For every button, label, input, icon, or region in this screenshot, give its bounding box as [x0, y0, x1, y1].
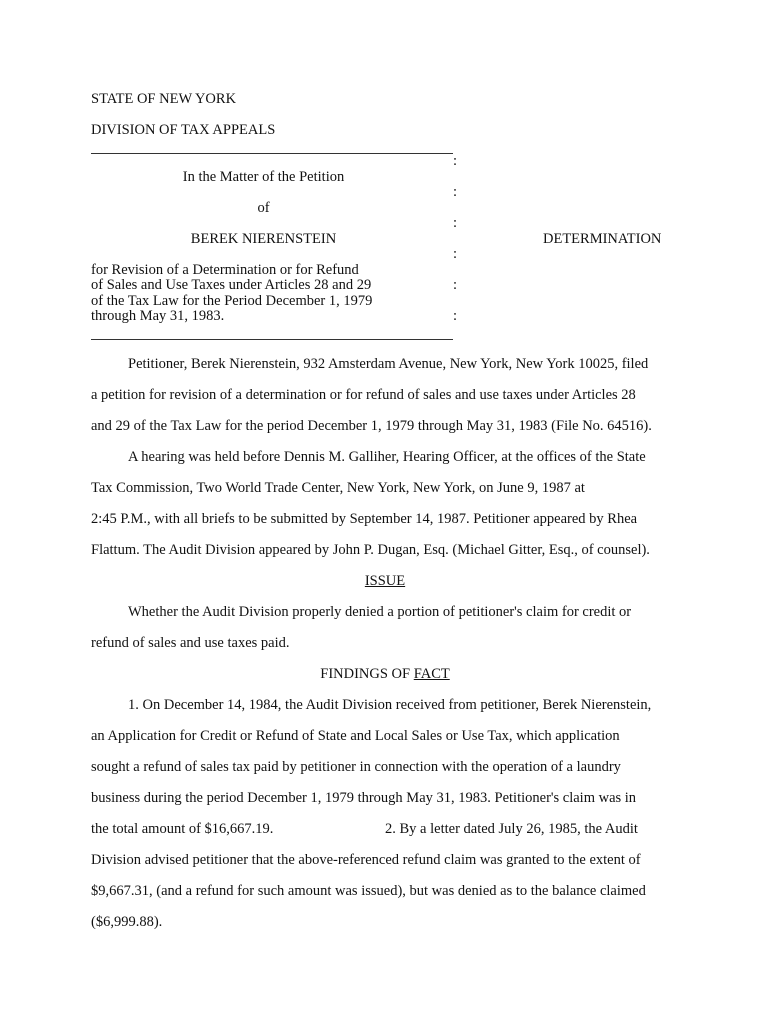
purpose-line: through May 31, 1983.: [91, 308, 225, 324]
purpose-line: of the Tax Law for the Period December 1, 1979: [91, 293, 373, 309]
division-heading: DIVISION OF TAX APPEALS: [91, 122, 276, 138]
petitioner-name: BEREK NIERENSTEIN: [190, 231, 337, 247]
intro-line: Petitioner, Berek Nierenstein, 932 Amsterdam Avenue, New York, New York 10025, filed: [128, 356, 649, 372]
caption-bottom-rule: [91, 339, 453, 340]
purpose-line: for Revision of a Determination or for Refund: [91, 262, 359, 278]
state-heading: STATE OF NEW YORK: [91, 91, 237, 107]
finding-line: an Application for Credit or Refund of State and Local Sales or Use Tax, which application: [91, 728, 620, 744]
hearing-line: A hearing was held before Dennis M. Galliher, Hearing Officer, at the offices of the State: [128, 449, 646, 465]
finding-split-right: 2. By a letter dated July 26, 1985, the Audit: [385, 821, 638, 837]
caption-colon: :: [453, 184, 458, 200]
finding-line: $9,667.31, (and a refund for such amount was issued), but was denied as to the balance claimed: [91, 883, 646, 899]
issue-heading: ISSUE: [364, 573, 406, 589]
finding-line: Division advised petitioner that the above-referenced refund claim was granted to the extent of: [91, 852, 641, 868]
caption-colon: :: [453, 246, 458, 262]
caption-colon: :: [453, 277, 458, 293]
hearing-line: Flattum. The Audit Division appeared by John P. Dugan, Esq. (Michael Gitter, Esq., of counsel).: [91, 542, 650, 558]
caption-top-rule: [91, 153, 453, 154]
caption-colon: :: [453, 308, 458, 324]
finding-line: sought a refund of sales tax paid by petitioner in connection with the operation of a laundry: [91, 759, 621, 775]
finding-line: 1. On December 14, 1984, the Audit Division received from petitioner, Berek Nierenstein,: [128, 697, 652, 713]
finding-split-left: the total amount of $16,667.19.: [91, 821, 274, 837]
finding-line: business during the period December 1, 1979 through May 31, 1983. Petitioner's claim was in: [91, 790, 637, 806]
issue-line: Whether the Audit Division properly denied a portion of petitioner's claim for credit or: [128, 604, 632, 620]
purpose-line: of Sales and Use Taxes under Articles 28 and 29: [91, 277, 372, 293]
hearing-line: Tax Commission, Two World Trade Center, New York, New York, on June 9, 1987 at: [91, 480, 585, 496]
findings-heading: FINDINGS OF FACT: [320, 666, 450, 682]
issue-line: refund of sales and use taxes paid.: [91, 635, 290, 651]
intro-line: a petition for revision of a determination or for refund of sales and use taxes under Articles 28: [91, 387, 636, 403]
caption-colon: :: [453, 215, 458, 231]
matter-line: In the Matter of the Petition: [182, 169, 345, 185]
finding-line: ($6,999.88).: [91, 914, 163, 930]
determination-title: DETERMINATION: [543, 231, 662, 247]
intro-line: and 29 of the Tax Law for the period December 1, 1979 through May 31, 1983 (File No. 64516).: [91, 418, 652, 434]
of-line: of: [257, 200, 270, 216]
hearing-line: 2:45 P.M., with all briefs to be submitted by September 14, 1987. Petitioner appeared by Rhea: [91, 511, 638, 527]
caption-colon: :: [453, 153, 458, 169]
